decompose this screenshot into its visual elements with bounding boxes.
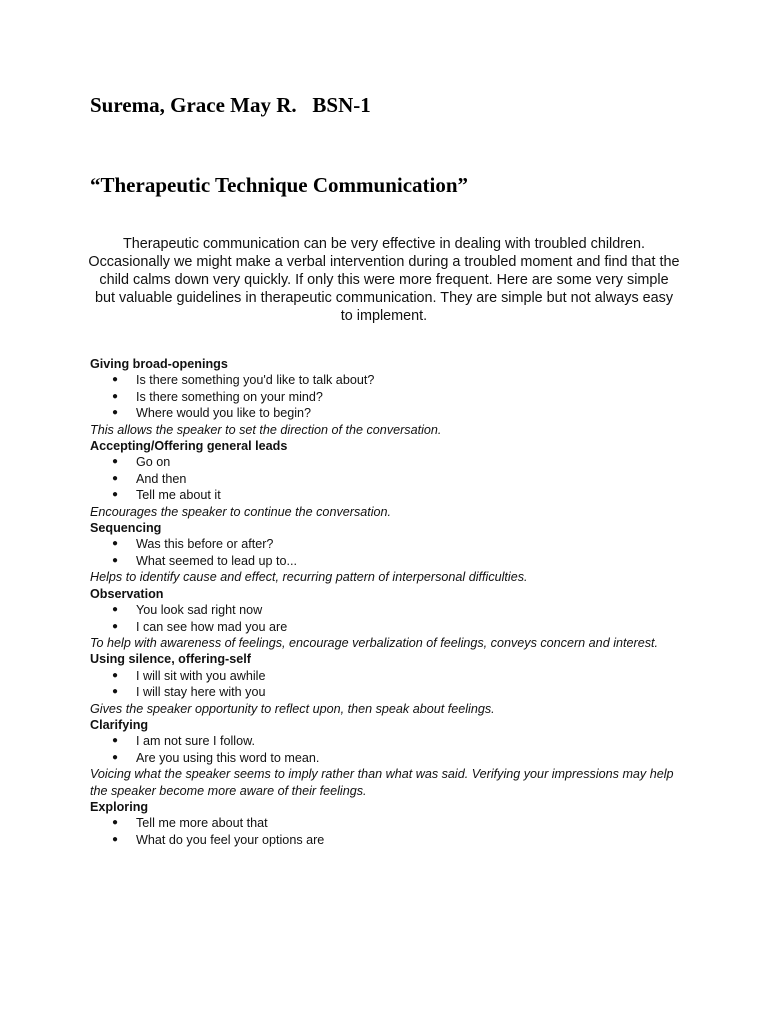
example-text: I can see how mad you are bbox=[136, 619, 288, 634]
example-text: I am not sure I follow. bbox=[136, 734, 255, 749]
bullet-icon: ● bbox=[112, 817, 119, 829]
technique-section bbox=[90, 651, 680, 717]
bullet-icon: ● bbox=[112, 604, 119, 616]
technique-heading: Exploring bbox=[90, 799, 149, 814]
bullet-icon: ● bbox=[112, 669, 119, 681]
technique-section bbox=[90, 520, 680, 586]
technique-note: To help with awareness of feelings, encourage verbalization of feelings, conveys concern and interest. bbox=[90, 635, 658, 650]
example-text: Was this before or after? bbox=[136, 537, 274, 552]
example-text: And then bbox=[136, 471, 187, 486]
technique-note: Helps to identify cause and effect, recurring pattern of interpersonal difficulties. bbox=[90, 570, 528, 585]
technique-heading: Using silence, offering-self bbox=[90, 652, 251, 667]
example-item bbox=[90, 454, 680, 470]
example-text: What do you feel your options are bbox=[136, 832, 325, 847]
example-list bbox=[90, 454, 680, 503]
example-item bbox=[90, 372, 680, 388]
technique-list bbox=[90, 356, 680, 848]
example-list bbox=[90, 815, 680, 848]
example-text: Are you using this word to mean. bbox=[136, 750, 320, 765]
example-text: You look sad right now bbox=[136, 603, 263, 618]
example-text: Is there something on your mind? bbox=[136, 389, 323, 404]
technique-heading: Accepting/Offering general leads bbox=[90, 439, 288, 454]
bullet-icon: ● bbox=[112, 620, 119, 632]
technique-heading: Giving broad-openings bbox=[90, 357, 228, 371]
technique-section bbox=[90, 356, 680, 438]
technique-section bbox=[90, 799, 680, 848]
technique-section bbox=[90, 586, 680, 652]
example-text: I will sit with you awhile bbox=[136, 668, 266, 683]
bullet-icon: ● bbox=[112, 686, 119, 698]
example-item bbox=[90, 553, 680, 569]
example-item bbox=[90, 750, 680, 766]
technique-heading: Sequencing bbox=[90, 521, 162, 536]
example-list bbox=[90, 668, 680, 701]
example-text: Is there something you'd like to talk about? bbox=[136, 373, 375, 388]
bullet-icon: ● bbox=[112, 390, 119, 402]
author-line: Surema, Grace May R. BSN-1 bbox=[90, 93, 371, 117]
technique-heading: Observation bbox=[90, 586, 164, 601]
bullet-icon: ● bbox=[112, 833, 119, 845]
example-item bbox=[90, 815, 680, 831]
example-text: I will stay here with you bbox=[136, 685, 266, 700]
example-text: Tell me more about that bbox=[136, 816, 268, 831]
example-list bbox=[90, 602, 680, 635]
bullet-icon: ● bbox=[112, 456, 119, 468]
example-item bbox=[90, 487, 680, 503]
example-text: Where would you like to begin? bbox=[136, 406, 312, 421]
example-item bbox=[90, 619, 680, 635]
bullet-icon: ● bbox=[112, 554, 119, 566]
technique-section bbox=[90, 438, 680, 520]
example-item bbox=[90, 536, 680, 552]
bullet-icon: ● bbox=[112, 735, 119, 747]
bullet-icon: ● bbox=[112, 751, 119, 763]
example-item bbox=[90, 668, 680, 684]
example-item bbox=[90, 733, 680, 749]
example-list bbox=[90, 536, 680, 569]
intro-paragraph: Therapeutic communication can be very effective in dealing with troubled children. Occasionally we might make a verbal intervention during a troubled moment and find that the child calms down very quickly. If only this were more frequent. Here are some very simple but valuable guidelines in therapeutic communication. They are simple but not always easy to implement. bbox=[88, 236, 680, 324]
technique-note: Encourages the speaker to continue the conversation. bbox=[90, 504, 392, 519]
example-item bbox=[90, 471, 680, 487]
example-list bbox=[90, 733, 680, 766]
technique-note: Voicing what the speaker seems to imply rather than what was said. Verifying your impressions may help the speaker become more aware of their feelings. bbox=[90, 767, 674, 798]
example-item bbox=[90, 405, 680, 421]
document-title: “Therapeutic Technique Communication” bbox=[90, 173, 469, 197]
example-item bbox=[90, 832, 680, 848]
bullet-icon: ● bbox=[112, 538, 119, 550]
example-list bbox=[90, 372, 680, 421]
example-item bbox=[90, 602, 680, 618]
example-text: What seemed to lead up to... bbox=[136, 553, 298, 568]
example-text: Go on bbox=[136, 455, 171, 470]
example-text: Tell me about it bbox=[136, 488, 221, 503]
bullet-icon: ● bbox=[112, 472, 119, 484]
example-item bbox=[90, 389, 680, 405]
technique-heading: Clarifying bbox=[90, 717, 149, 732]
bullet-icon: ● bbox=[112, 407, 119, 419]
example-item bbox=[90, 684, 680, 700]
bullet-icon: ● bbox=[112, 374, 119, 386]
bullet-icon: ● bbox=[112, 489, 119, 501]
technique-section bbox=[90, 717, 680, 799]
technique-note: Gives the speaker opportunity to reflect upon, then speak about feelings. bbox=[90, 701, 495, 716]
technique-note: This allows the speaker to set the direction of the conversation. bbox=[90, 422, 442, 437]
